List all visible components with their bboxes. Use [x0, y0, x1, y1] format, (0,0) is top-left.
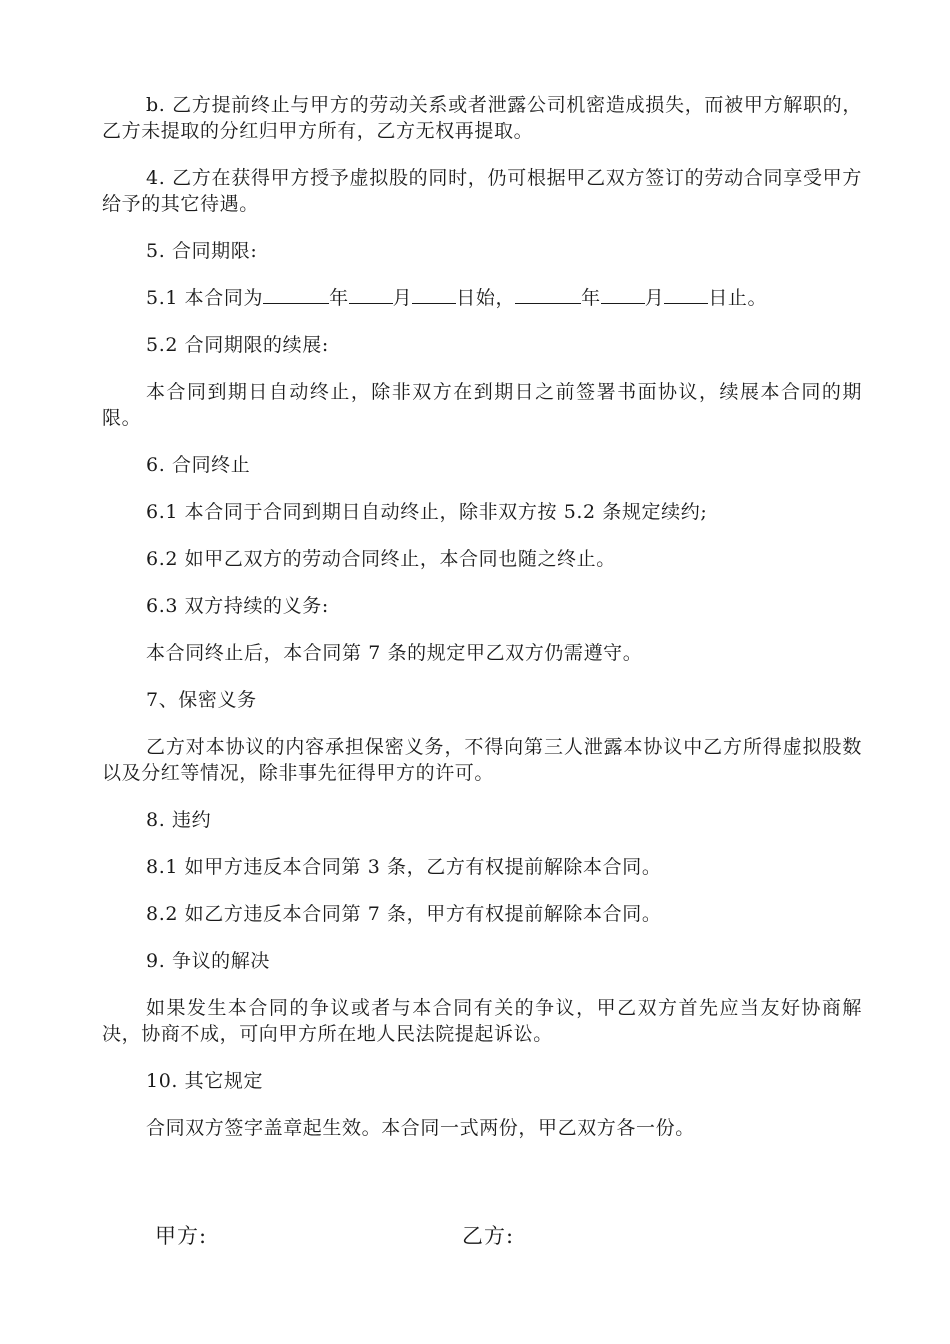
blank-month-start[interactable] — [349, 285, 393, 304]
clause-5-1 — [102, 285, 862, 311]
contract-page — [102, 92, 862, 1162]
term-year-2: 年 — [581, 287, 601, 309]
clause-9-heading: 9. 争议的解决 — [146, 950, 270, 972]
term-month-1: 月 — [392, 287, 413, 309]
blank-year-start[interactable] — [263, 285, 329, 304]
clause-b: b. 乙方提前终止与甲方的劳动关系或者泄露公司机密造成损失，而被甲方解职的，乙方未提取的分红归甲方所有，乙方无权再提取。 — [102, 94, 862, 142]
clause-6-1: 6.1 本合同于合同到期日自动终止，除非双方按 5.2 条规定续约; — [146, 501, 708, 523]
term-year-1: 年 — [329, 287, 349, 309]
clause-6-2: 6.2 如甲乙双方的劳动合同终止，本合同也随之终止。 — [146, 548, 616, 570]
blank-month-end[interactable] — [601, 285, 645, 304]
clause-8-2: 8.2 如乙方违反本合同第 7 条，甲方有权提前解除本合同。 — [146, 903, 662, 925]
clause-7-body: 乙方对本协议的内容承担保密义务，不得向第三人泄露本协议中乙方所得虚拟股数以及分红等情况，除非事先征得甲方的许可。 — [102, 736, 862, 784]
clause-6-3: 6.3 双方持续的义务: — [146, 595, 329, 617]
blank-day-end[interactable] — [664, 285, 708, 304]
clause-10-body: 合同双方签字盖章起生效。本合同一式两份，甲乙双方各一份。 — [146, 1117, 695, 1139]
blank-day-start[interactable] — [412, 285, 456, 304]
clause-5-heading: 5. 合同期限: — [146, 240, 258, 262]
party-a-signature-label: 甲方: — [155, 1224, 208, 1248]
clause-6-3-body: 本合同终止后，本合同第 7 条的规定甲乙双方仍需遵守。 — [146, 642, 643, 664]
term-month-2: 月 — [644, 287, 665, 309]
term-prefix: 5.1 本合同为 — [146, 287, 264, 309]
clause-9-body: 如果发生本合同的争议或者与本合同有关的争议，甲乙双方首先应当友好协商解决，协商不成，可向甲方所在地人民法院提起诉讼。 — [102, 997, 862, 1045]
clause-8-1: 8.1 如甲方违反本合同第 3 条，乙方有权提前解除本合同。 — [146, 856, 662, 878]
clause-4: 4. 乙方在获得甲方授予虚拟股的同时，仍可根据甲乙双方签订的劳动合同享受甲方给予的其它待遇。 — [102, 167, 862, 215]
party-b-signature-label: 乙方: — [462, 1224, 515, 1248]
clause-7-heading: 7、保密义务 — [146, 689, 257, 711]
clause-5-2-body: 本合同到期日自动终止，除非双方在到期日之前签署书面协议，续展本合同的期限。 — [102, 381, 862, 429]
clause-8-heading: 8. 违约 — [146, 809, 212, 831]
blank-year-end[interactable] — [515, 285, 581, 304]
clause-5-2: 5.2 合同期限的续展: — [146, 334, 329, 356]
clause-10-heading: 10. 其它规定 — [146, 1070, 264, 1092]
term-day-start: 日始， — [456, 287, 516, 309]
term-day-end: 日止。 — [708, 287, 768, 309]
clause-6-heading: 6. 合同终止 — [146, 454, 251, 476]
